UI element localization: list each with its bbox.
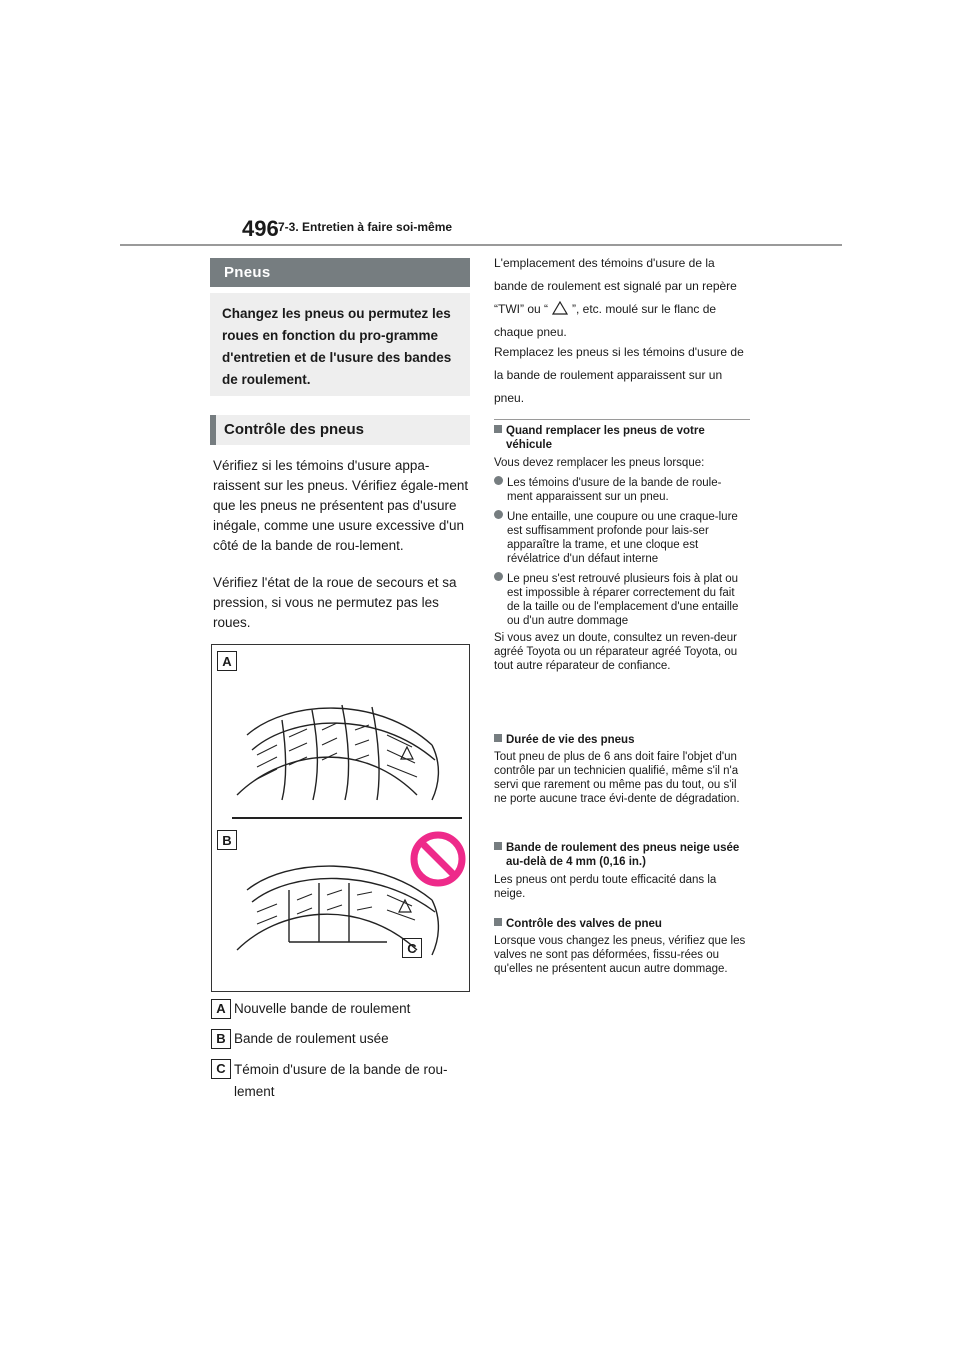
square-bullet-icon [494, 918, 502, 926]
square-bullet-icon [494, 734, 502, 742]
twi-paragraph [494, 252, 750, 344]
legend-text-c: Témoin d'usure de la bande de rou-lement [234, 1062, 448, 1099]
quand-heading: Quand remplacer les pneus de votre véhicule [494, 424, 750, 452]
duree-heading: Durée de vie des pneus [494, 733, 750, 747]
legend-item-a [211, 999, 471, 1019]
intro-box: Changez les pneus ou permutez les roues en fonction du pro-gramme d'entretien et de l'usure des bandes de roulement. [210, 293, 470, 396]
figure-divider [232, 817, 462, 819]
legend-item-b [211, 1029, 471, 1049]
neige-heading: Bande de roulement des pneus neige usée au-delà de 4 mm (0,16 in.) [494, 841, 750, 869]
legend-item-c [211, 1059, 471, 1103]
legend-key-b: B [211, 1029, 231, 1049]
figure-label-c: C [402, 938, 422, 958]
quand-bullet-1: Les témoins d'usure de la bande de roule-ment apparaissent sur un pneu. [494, 476, 750, 504]
round-bullet-icon [494, 476, 503, 485]
valves-section [494, 917, 750, 976]
neige-section [494, 841, 750, 901]
round-bullet-icon [494, 572, 503, 581]
neige-text: Les pneus ont perdu toute efficacité dans la neige. [494, 874, 717, 900]
duree-section [494, 733, 750, 806]
quand-after: Si vous avez un doute, consultez un reven-deur agréé Toyota ou un réparateur agréé Toyota, ou tout autre réparateur de confiance. [494, 632, 738, 672]
new-tread-illustration [227, 675, 447, 810]
tire-wear-figure [211, 644, 470, 992]
legend-key-a: A [211, 999, 231, 1019]
twi-text-start: L'emplacement des témoins d'usure de la bande de roulement est signalé par un repère “TWI” ou “ [494, 256, 737, 316]
paragraph-spare-check: Vérifiez l'état de la roue de secours et sa pression, si vous ne permutez pas les roues. [213, 575, 457, 630]
legend-text-a: Nouvelle bande de roulement [234, 1001, 411, 1016]
page-number: 496 [242, 216, 279, 241]
quand-section [494, 424, 750, 673]
pneus-heading: Pneus [210, 258, 470, 287]
triangle-mark-icon [552, 301, 568, 315]
figure-label-b: B [217, 830, 237, 850]
quand-bullet-3: Le pneu s'est retrouvé plusieurs fois à plat ou est impossible à réparer correctement du fait de la taille ou de l'emplacement d'une entaille ou d'un autre dommage [494, 572, 750, 628]
prohibition-icon [410, 831, 466, 887]
header-rule [120, 244, 842, 246]
round-bullet-icon [494, 510, 503, 519]
figure-label-a: A [217, 651, 237, 671]
legend-text-b: Bande de roulement usée [234, 1031, 389, 1046]
controle-heading: Contrôle des pneus [210, 415, 470, 445]
valves-heading: Contrôle des valves de pneu [494, 917, 750, 931]
paragraph-wear-check: Vérifiez si les témoins d'usure appa-raissent sur les pneus. Vérifiez égale-ment que les pneus ne présentent pas d'usure inégale, comme une usure excessive d'un côté de la bande de rou-lement. [213, 458, 469, 553]
quand-bullet-2: Une entaille, une coupure ou une craque-lure est suffisamment profonde pour lais-ser apparaître la trame, et une cloque est révélatrice d'un défaut interne [494, 510, 750, 566]
legend-key-c: C [211, 1059, 231, 1079]
quand-intro: Vous devez remplacer les pneus lorsque: [494, 457, 705, 469]
valves-text: Lorsque vous changez les pneus, vérifiez que les valves ne sont pas déformées, fissu-rées ou qu'elles ne présentent aucun autre dommage. [494, 935, 746, 975]
twi-replace-paragraph: Remplacez les pneus si les témoins d'usure de la bande de roulement apparaissent sur un pneu. [494, 345, 744, 405]
square-bullet-icon [494, 842, 502, 850]
twi-text-end: ”, etc. moulé sur le flanc de chaque pneu. [494, 302, 717, 339]
duree-text: Tout pneu de plus de 6 ans doit faire l'objet d'un contrôle par un technicien qualifié, même s'il n'a servi que rarement ou même pas du tout, ou s'il ne porte aucune trace évi-dente de dégradation. [494, 751, 740, 805]
section-separator [494, 419, 750, 420]
square-bullet-icon [494, 425, 502, 433]
section-title: 7-3. Entretien à faire soi-même [278, 220, 453, 234]
